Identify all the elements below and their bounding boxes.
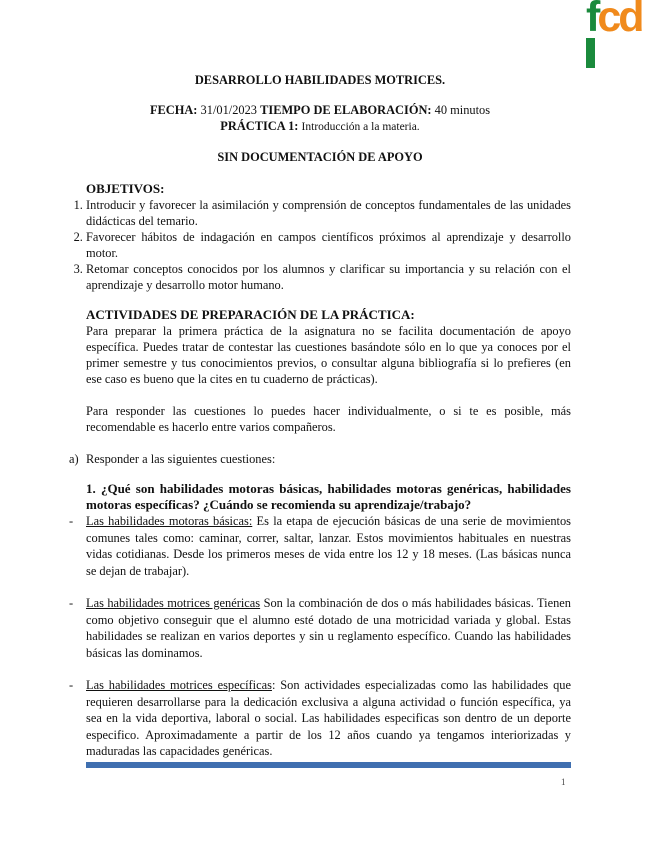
objetivos-list <box>69 197 571 293</box>
fecha-line <box>69 102 571 118</box>
logo-accent-bar <box>586 38 595 68</box>
practica-label: PRÁCTICA 1: <box>220 119 299 133</box>
fecha-label: FECHA: <box>149 103 198 117</box>
actividades-para-1: Para preparar la primera práctica de la asignatura no se facilita documentación de apoyo específica. Puedes tratar de contestar las cuestiones basándote sólo en lo que ya conoces por el primer semestre y tus conocimientos previos, o consultar alguna bibliografía si lo prefieres (en ese caso es bueno que la cites en tu cuaderno de prácticas). <box>86 324 571 386</box>
actividades-para-2: Para responder las cuestiones lo puedes hacer individualmente, o si te es posible, más recomendable es hacerlo entre varios compañeros. <box>86 404 571 434</box>
answer-term: Las habilidades motoras básicas: <box>86 514 253 528</box>
answer-term: Las habilidades motrices genéricas <box>86 596 261 610</box>
tiempo-label: TIEMPO DE ELABORACIÓN: <box>260 103 432 117</box>
objetivo-item: 2. Favorecer hábitos de indagación en campos científicos próximos al aprendizaje y desarrollo motor. <box>86 229 571 261</box>
answer-item <box>69 513 571 579</box>
dash-marker: - <box>69 514 74 528</box>
fecha-value: 31/01/2023 <box>200 103 257 117</box>
page-number: 1 <box>561 777 566 787</box>
logo-f: f <box>586 0 598 41</box>
practica-value: Introducción a la materia. <box>301 121 420 133</box>
fcd-logo <box>586 0 642 39</box>
practica-line <box>69 118 571 135</box>
footer-bar <box>86 762 571 768</box>
actividades-section <box>69 307 571 435</box>
answer-text: Es la etapa de ejecución básicas de una serie de movimientos comunes tales como: caminar, correr, saltar, lanzar. Estos movimientos habituales en nuestras vidas cotidianas. Desde los primeros meses de vida entre los 12 y 18 meses. (Las básicas nunca se dejan de trabajar). <box>86 514 571 578</box>
doc-note: SIN DOCUMENTACIÓN DE APOYO <box>217 150 423 164</box>
dash-marker: - <box>69 678 74 692</box>
cuestiones-line <box>69 451 571 467</box>
answer-item <box>69 677 571 760</box>
answer-item <box>69 595 571 661</box>
document-title: DESARROLLO HABILIDADES MOTRICES. <box>194 73 446 87</box>
cuestiones-label: Responder a las siguientes cuestiones: <box>86 452 276 466</box>
tiempo-value: 40 minutos <box>434 103 491 117</box>
dash-marker: - <box>69 596 74 610</box>
answer-text: : Son actividades especializadas como las habilidades que requieren desarrollarse para la dedicación exclusiva a alguna actividad o función específica, ya sea en la vida deportiva, laboral o social. Las habilidades especificas son dentro de un deporte especifico. Aproximadamente a partir de los 12 años cuando ya tengamos interiorizadas y maduradas las capacidades genéricas. <box>86 678 571 758</box>
answer-term: Las habilidades motrices específicas <box>86 678 272 692</box>
logo-cd: cd <box>597 0 642 41</box>
document-page <box>69 72 571 760</box>
actividades-heading: ACTIVIDADES DE PREPARACIÓN DE LA PRÁCTICA: <box>86 307 415 322</box>
answer-text: Son la combinación de dos o más habilidades básicas. Tienen como objetivo conseguir que el alumno esté dotado de una motricidad variada y global. Estas habilidades se realizan en varios deportes y sin u reglamento específico. Cuando las habilidades básicas las dominamos. <box>86 596 571 660</box>
objetivo-item: 1. Introducir y favorecer la asimilación y comprensión de conceptos fundamentales de las unidades didácticas del temario. <box>86 197 571 229</box>
cuestiones-marker: a) <box>69 452 79 466</box>
objetivo-item: 3. Retomar conceptos conocidos por los alumnos y clarificar su importancia y su relación con el aprendizaje y desarrollo motor humano. <box>86 261 571 293</box>
objetivos-heading: OBJETIVOS: <box>86 181 165 196</box>
question-1: 1. ¿Qué son habilidades motoras básicas, habilidades motoras genéricas, habilidades motoras específicas? ¿Cuándo se recomienda su aprendizaje/trabajo? <box>86 481 571 512</box>
